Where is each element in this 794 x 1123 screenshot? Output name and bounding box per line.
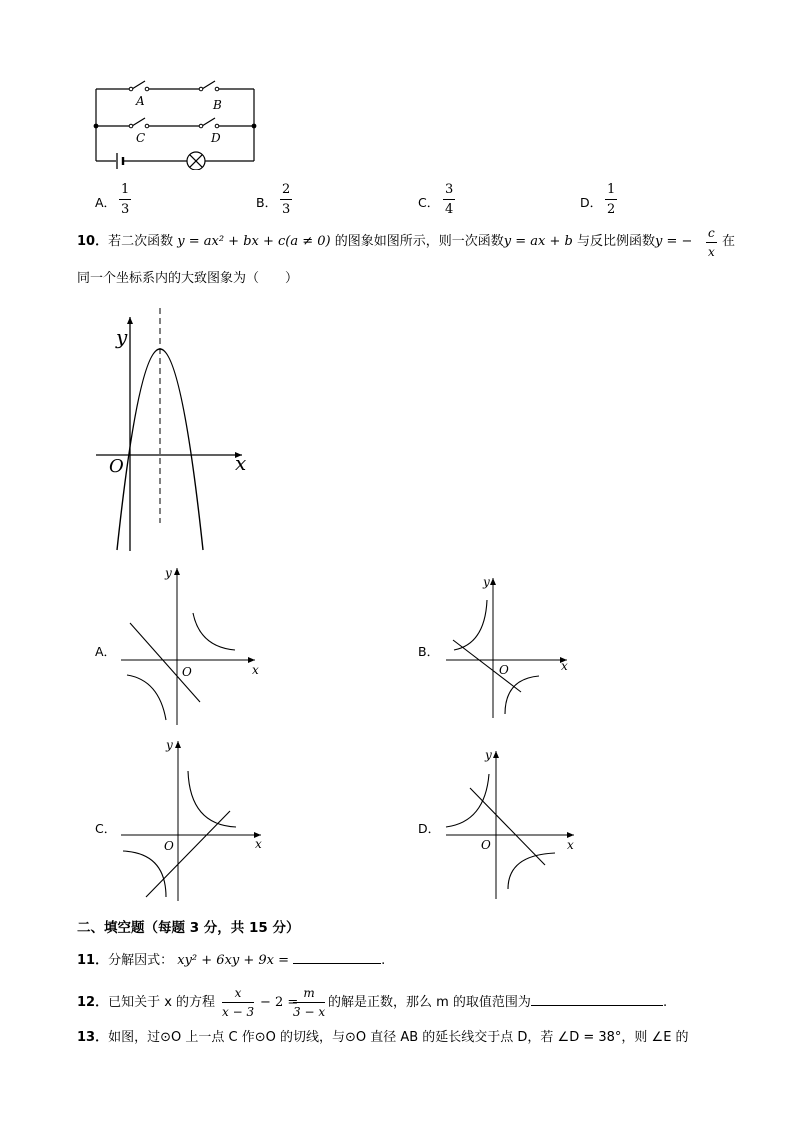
fraction-denominator: 3 xyxy=(282,202,291,217)
x-axis-label: x xyxy=(255,837,262,851)
q12-start xyxy=(77,996,215,1009)
y-axis-label: y xyxy=(166,738,173,752)
fraction-denominator: 3 xyxy=(121,202,130,217)
origin-label: O xyxy=(109,456,124,477)
q10-number: 10． xyxy=(77,234,109,249)
hyperbola-upper-right xyxy=(193,613,235,650)
q12-text1: 已知关于 x 的方程 xyxy=(108,995,216,1010)
q12-fraction-1 xyxy=(222,987,254,1018)
q10-choice-b-letter[interactable]: B． xyxy=(418,644,440,659)
fraction-numerator: 1 xyxy=(605,183,617,200)
origin-label: O xyxy=(164,839,174,853)
q11-number: 11． xyxy=(77,953,109,968)
q12-text2: 的解是正数，那么 m 的取值范围为 xyxy=(328,995,531,1010)
fraction-denominator: x xyxy=(707,245,715,259)
hyperbola-lower-left xyxy=(127,675,166,720)
fraction-numerator: 1 xyxy=(119,183,131,200)
hyperbola-upper-right xyxy=(188,771,236,827)
q12-mid: − 2 = xyxy=(260,995,299,1010)
fraction-denominator: x − 3 xyxy=(222,1005,255,1019)
fraction-numerator: 2 xyxy=(280,183,292,200)
switch-label-c: C xyxy=(136,131,146,145)
q13-line xyxy=(77,1031,689,1044)
q11-text: 分解因式： xyxy=(108,953,174,968)
switch-label-d: D xyxy=(211,131,221,145)
q9-option-b-letter[interactable]: B． xyxy=(256,195,278,210)
q12-number: 12． xyxy=(77,995,109,1010)
hyperbola-lower-left xyxy=(123,851,166,897)
q9-option-c-fraction xyxy=(443,183,455,216)
q10-text3: 与反比例函数 xyxy=(576,234,655,249)
y-axis-label: y xyxy=(165,566,172,580)
q11-expr: xy² + 6xy + 9x = xyxy=(177,953,290,968)
q10-choice-c-graph[interactable] xyxy=(118,735,268,905)
fraction-numerator: m xyxy=(293,987,325,1003)
q10-line2: 同一个坐标系内的大致图象为（ ） xyxy=(77,271,299,286)
linear-function-line xyxy=(470,788,545,865)
linear-function-line xyxy=(130,623,200,702)
origin-label: O xyxy=(499,663,509,677)
hyperbola-lower-right xyxy=(508,853,555,889)
linear-function-line xyxy=(453,640,521,692)
q10-text4: 在 xyxy=(722,234,736,249)
q12-end: . xyxy=(662,995,668,1010)
q12-end-line xyxy=(328,996,667,1009)
q10-linear-expr: y = ax + b xyxy=(503,234,573,249)
q13-text: 如图，过⊙O 上一点 C 作⊙O 的切线，与⊙O 直径 AB 的延长线交于点 D，若 ∠D = 38°，则 ∠E 的 xyxy=(108,1030,689,1045)
fraction-numerator: x xyxy=(222,987,254,1003)
q12-fraction-2 xyxy=(293,987,325,1018)
q9-option-c-letter[interactable]: C． xyxy=(418,195,440,210)
q11-line xyxy=(77,954,385,967)
q10-choice-a-graph[interactable] xyxy=(118,562,268,730)
q9-option-a-fraction xyxy=(119,183,131,216)
q9-option-d-fraction xyxy=(605,183,617,216)
q10-inverse-fraction xyxy=(706,227,717,258)
fraction-numerator: c xyxy=(706,227,717,243)
q10-choice-b-graph[interactable] xyxy=(443,572,573,722)
y-axis-label: y xyxy=(116,325,128,349)
q10-choice-a-letter[interactable]: A． xyxy=(95,644,117,659)
fraction-denominator: 4 xyxy=(445,202,454,217)
x-axis-label: x xyxy=(252,663,259,677)
section-title: 二、填空题（每题 3 分，共 15 分） xyxy=(77,920,300,936)
hyperbola-lower-right xyxy=(505,676,539,714)
q10-choice-c-letter[interactable]: C． xyxy=(95,821,117,836)
x-axis-label: x xyxy=(567,838,574,852)
q9-option-a-letter[interactable]: A． xyxy=(95,195,117,210)
q10-quad-expr: y = ax² + bx + c(a ≠ 0) xyxy=(177,234,331,249)
q10-choice-d-graph[interactable] xyxy=(443,745,579,903)
q9-option-b-fraction xyxy=(280,183,292,216)
q10-text2: 的图象如图所示，则一次函数 xyxy=(334,234,504,249)
q10-line1 xyxy=(77,235,692,248)
hyperbola-upper-left xyxy=(454,600,487,650)
q9-option-d-letter[interactable]: D． xyxy=(580,195,603,210)
fraction-denominator: 3 − x xyxy=(293,1005,326,1019)
switch-label-a: A xyxy=(136,94,145,108)
y-axis-label: y xyxy=(483,575,490,589)
q11-end: . xyxy=(381,953,386,968)
x-axis-label: x xyxy=(235,451,247,475)
q10-inverse-lhs: y = − xyxy=(655,234,693,249)
fraction-numerator: 3 xyxy=(443,183,455,200)
q10-text1: 若二次函数 xyxy=(108,234,174,249)
fraction-denominator: 2 xyxy=(607,202,616,217)
linear-function-line xyxy=(146,811,230,897)
origin-label: O xyxy=(182,665,192,679)
q10-parabola-graph xyxy=(92,305,257,555)
q12-answer-blank[interactable] xyxy=(531,1005,663,1006)
x-axis-label: x xyxy=(561,659,568,673)
q13-number: 13． xyxy=(77,1030,109,1045)
q11-answer-blank[interactable] xyxy=(293,963,381,964)
q10-choice-d-letter[interactable]: D． xyxy=(418,821,441,836)
circuit-diagram xyxy=(88,78,263,170)
switch-label-b: B xyxy=(213,98,222,112)
y-axis-label: y xyxy=(485,748,492,762)
origin-label: O xyxy=(481,838,491,852)
